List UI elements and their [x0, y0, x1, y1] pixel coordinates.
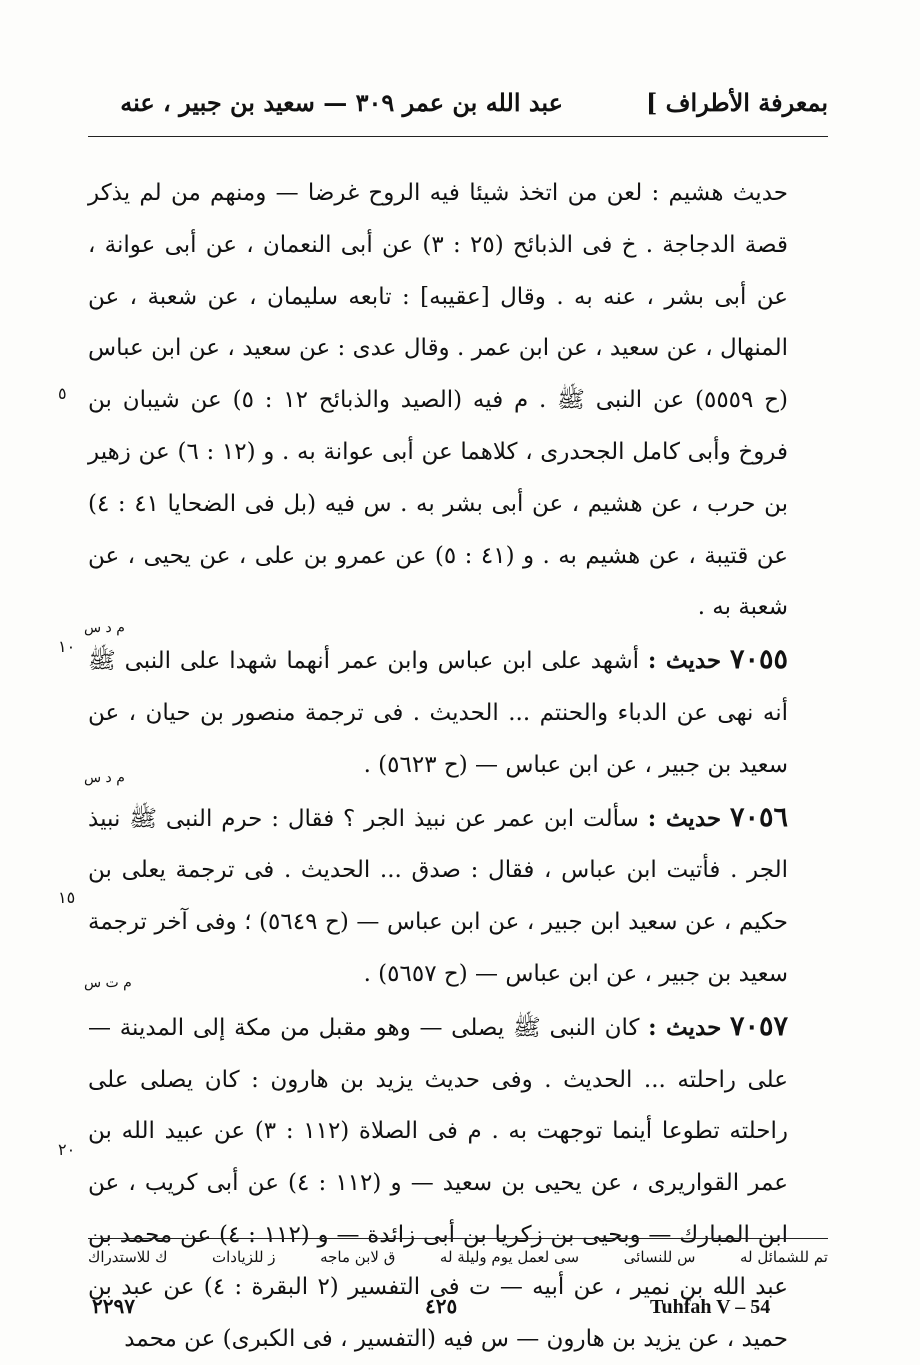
header-right: بمعرفة الأطراف ] [645, 88, 828, 117]
entry-number: ٧٠٥٥ [729, 644, 788, 676]
running-header [88, 88, 828, 132]
legend-item: ز للزيادات [212, 1248, 276, 1266]
sigla-7057: م ت س [84, 975, 132, 991]
header-rule [88, 136, 828, 137]
header-center: عبد الله بن عمر ٣٠٩ — سعيد بن جبير ، عنه [120, 88, 563, 117]
entry-text: كان النبى ﷺ يصلى — وهو مقبل من مكة إلى المدينة — على راحلته ... الحديث . وفى حديث يزيد بن هارون : كان يصلى على راحلته تطوعا أينما توجهت به . م فى الصلاة (١١٢ : ٣) عن عبيد الله بن عمر القواريرى ، عن يحيى بن سعيد — و (١١٢ : ٤) عن أبى كريب ، عن ابن المبارك — وبحيى بن زكريا بن أبى زائدة — و (١١٢ : ٤) عن محمد بن عبد الله بن نمير ، عن أبيه — ت فى التفسير (٢ البقرة : ٤) عن عبد بن حميد ، عن يزيد بن هارون — س فيه (التفسير ، فى الكبرى) عن محمد [88, 1014, 789, 1352]
legend-item: س للنسائى [623, 1248, 696, 1266]
entry-number: ٧٠٥٦ [730, 801, 789, 833]
entry-7056 [88, 792, 788, 1001]
line-number-5: ٥ [58, 384, 67, 403]
footer-volume: Tuhfah V – 54 [650, 1296, 771, 1318]
sigla-7055: م د س [84, 620, 125, 636]
line-number-10: ١٠ [58, 637, 76, 656]
entry-keyword: حديث : [647, 647, 722, 675]
entry-text: سألت ابن عمر عن نبيذ الجر ؟ فقال : حرم النبى ﷺ نبيذ الجر . فأتيت ابن عباس ، فقال : صدق ... الحديث . فى ترجمة يعلى بن حكيم ، عن سعيد ابن جبير ، عن ابن عباس — (ح ٥٦٤٩) ؛ وفى آخر ترجمة سعيد بن جبير ، عن ابن عباس — (ح ٥٦٥٧) . [88, 805, 789, 987]
sigla-7056: م د س [84, 770, 125, 786]
entry-keyword: حديث : [648, 1013, 722, 1041]
main-text [88, 168, 788, 1365]
footnote-rule [88, 1238, 828, 1239]
legend-item: سى لعمل يوم وليلة له [439, 1248, 580, 1266]
entry-keyword: حديث : [647, 804, 722, 832]
legend-item: ق لابن ماجه [320, 1248, 396, 1266]
entry-7055 [88, 634, 788, 791]
entry-number: ٧٠٥٧ [730, 1010, 789, 1042]
page-number: ٤٢٥ [425, 1294, 458, 1318]
paragraph-continued: حديث هشيم : لعن من اتخذ شيئا فيه الروح غرضا — ومنهم من لم يذكر قصة الدجاجة . خ فى الذبائح (٢٥ : ٣) عن أبى النعمان ، عن أبى عوانة ، عن أبى بشر ، عنه به . وقال [عقيبه] : تابعه سليمان ، عن شعبة ، عن المنهال ، عن سعيد ، عن ابن عمر . وقال عدى : عن سعيد ، عن ابن عباس (ح ٥٥٥٩) عن النبى ﷺ . م فيه (الصيد والذبائح ١٢ : ٥) عن شيبان بن فروخ وأبى كامل الجحدرى ، كلاهما عن أبى عوانة به . و (١٢ : ٦) عن زهير بن حرب ، عن هشيم ، عن أبى بشر به . س فيه (بل فى الضحايا ٤١ : ٤) عن قتيبة ، عن هشيم به . و (٤١ : ٥) عن عمرو بن على ، عن يحيى ، عن شعبة به . [88, 180, 789, 621]
legend-item: تم للشمائل له [739, 1248, 828, 1266]
line-number-15: ١٥ [58, 888, 76, 907]
abbreviation-legend [88, 1248, 828, 1266]
entry-text: أشهد على ابن عباس وابن عمر أنهما شهدا على النبى ﷺ أنه نهى عن الدباء والحنتم ... الحديث . فى ترجمة منصور بن حيان ، عن سعيد بن جبير ، عن ابن عباس — (ح ٥٦٢٣) . [88, 648, 788, 778]
line-number-20: ٢٠ [58, 1140, 76, 1159]
legend-item: ك للاستدراك [88, 1248, 168, 1266]
footer-sequence: ٢٢٩٧ [92, 1294, 135, 1318]
